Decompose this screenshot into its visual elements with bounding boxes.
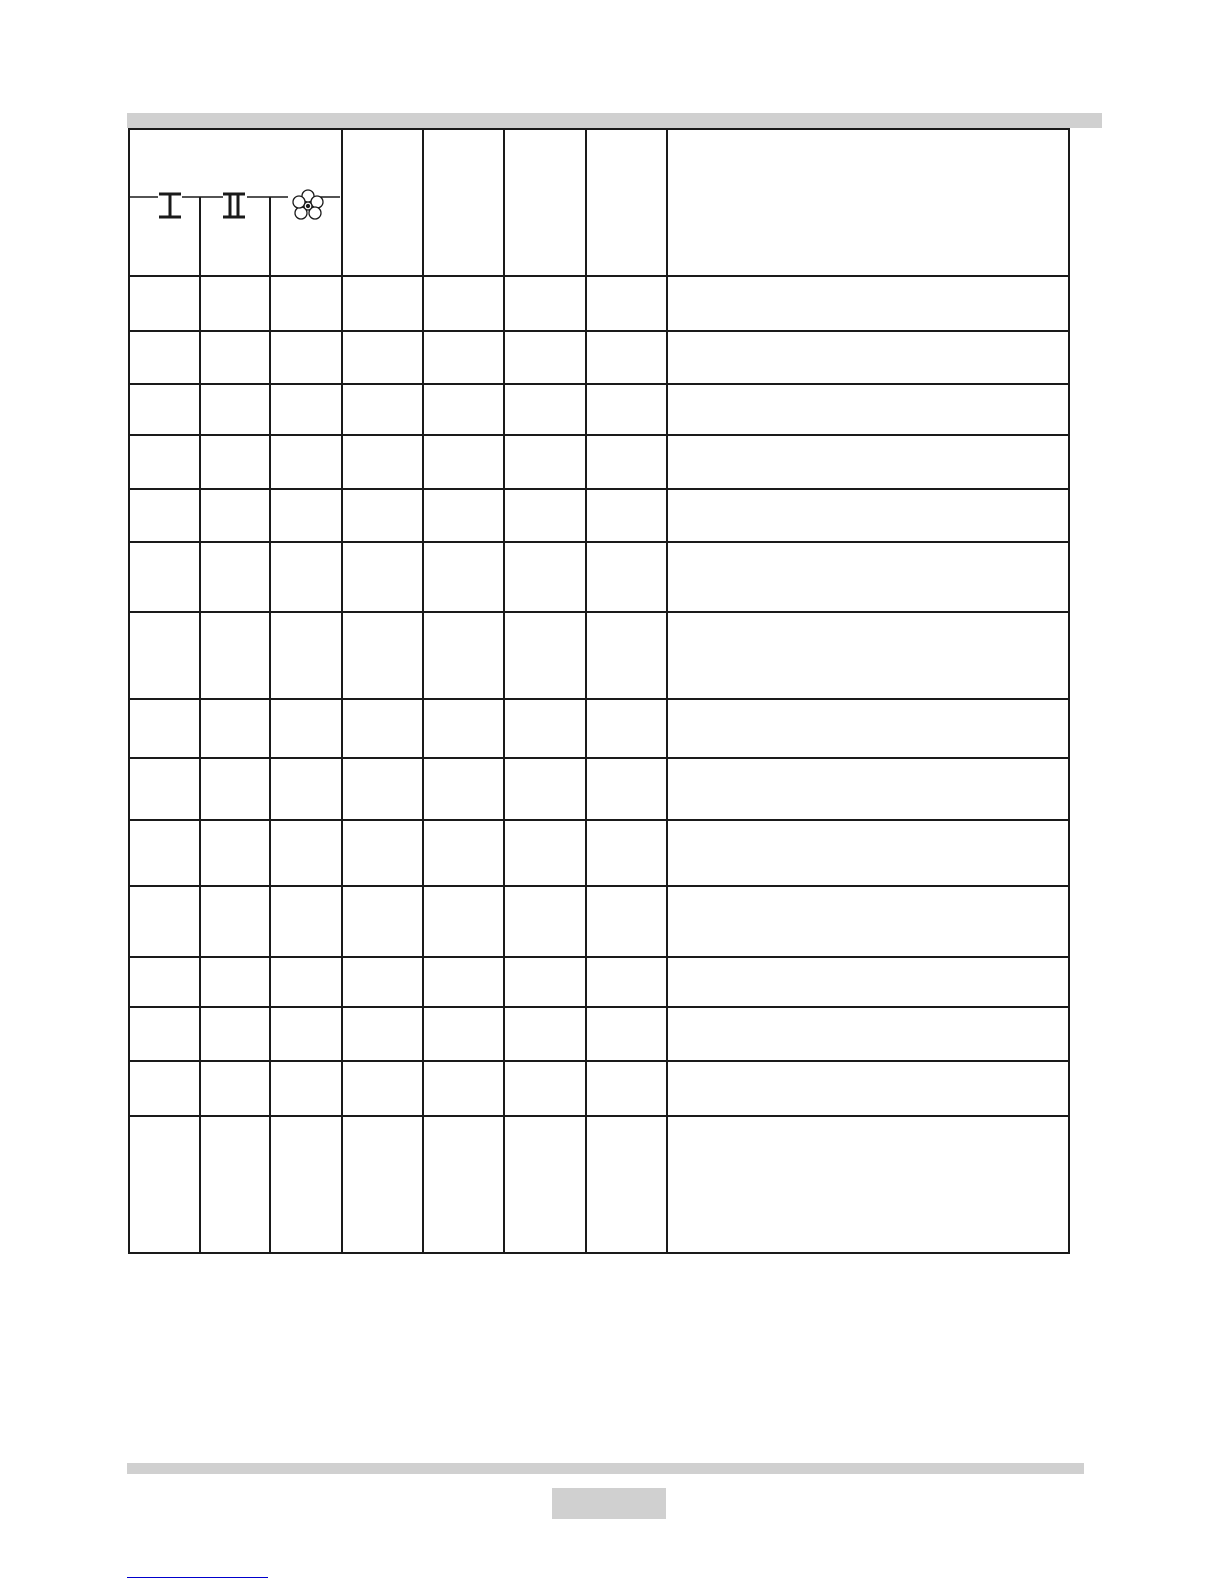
table-grid — [128, 128, 1070, 1254]
footer-link-underline[interactable] — [127, 1577, 268, 1578]
page-number-tab — [552, 1488, 666, 1519]
fan-icon — [293, 190, 323, 219]
column-dividers — [200, 128, 667, 1254]
cooking-table — [128, 128, 1070, 1254]
shelf-level-2-icon — [223, 194, 245, 217]
shelf-level-1-icon — [159, 194, 181, 217]
header-rule — [127, 113, 1102, 128]
footer-rule — [127, 1463, 1084, 1474]
